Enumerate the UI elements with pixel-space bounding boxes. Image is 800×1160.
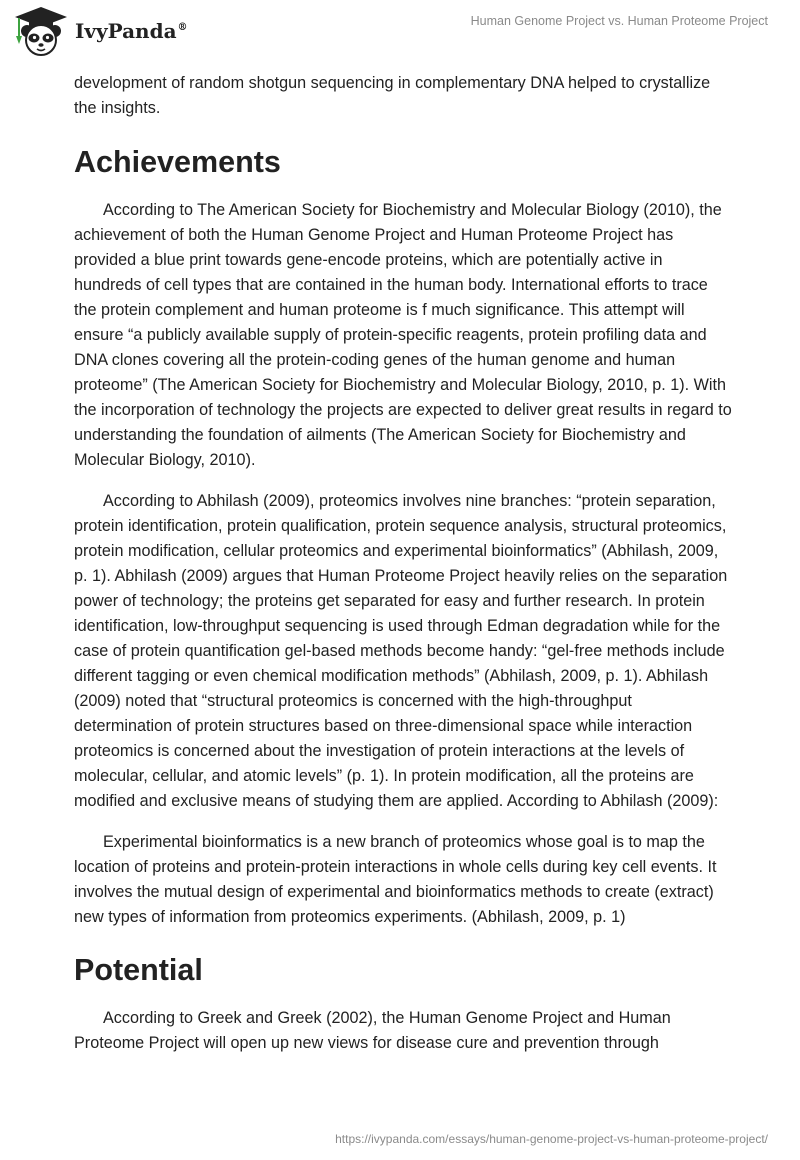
page-header xyxy=(0,0,800,64)
intro-paragraph: development of random shotgun sequencing in complementary DNA helped to crystallize the insights. xyxy=(74,74,711,117)
block-quote: Experimental bioinformatics is a new branch of proteomics whose goal is to map the location of proteins and protein-protein interactions in whole cells during key cell events. It involves the mutual design of experimental and bioinformatics methods to create (extract) new types of information from proteomics experiments. (Abhilash, 2009, p. 1) xyxy=(74,833,717,926)
panda-graduation-cap-icon xyxy=(13,5,69,57)
potential-paragraph-1: According to Greek and Greek (2002), the Human Genome Project and Human Proteome Project will open up new views for disease cure and prevention through xyxy=(74,1009,671,1052)
source-url[interactable]: https://ivypanda.com/essays/human-genome-project-vs-human-proteome-project/ xyxy=(335,1132,768,1146)
brand-logo[interactable] xyxy=(13,5,188,57)
achievements-paragraph-2: According to Abhilash (2009), proteomics involves nine branches: “protein separation, protein identification, protein qualification, protein sequence analysis, structural proteomics, protein modification, cellular proteomics and experimental bioinformatics” (Abhilash, 2009, p. 1). Abhilash (2009) argues that Human Proteome Project heavily relies on the separation power of technology; the proteins get separated for easy and further research. In protein identification, low-throughput sequencing is used through Edman degradation while for the case of protein quantification gel-based methods become handy: “gel-free methods include different tagging or even chemical modification methods” (Abhilash, 2009, p. 1). Abhilash (2009) noted that “structural proteomics is concerned with the high-throughput determination of protein structures based on three-dimensional space while interaction proteomics is concerned about the investigation of protein interactions at the levels of molecular, cellular, and atomic levels” (p. 1). In protein modification, all the proteins are modified and exclusive means of studying them are applied. According to Abhilash (2009): xyxy=(74,492,728,810)
potential-heading: Potential xyxy=(74,953,203,987)
document-title: Human Genome Project vs. Human Proteome Project xyxy=(470,14,768,28)
achievements-heading: Achievements xyxy=(74,145,281,179)
essay-content xyxy=(74,71,734,1056)
achievements-paragraph-1: According to The American Society for Biochemistry and Molecular Biology (2010), the achievement of both the Human Genome Project and Human Proteome Project has provided a blue print towards gene-encode proteins, which are potentially active in hundreds of cell types that are contained in the human body. International efforts to trace the protein complement and human proteome is f much significance. This attempt will ensure “a publicly available supply of protein-specific reagents, protein profiling data and DNA clones covering all the protein-coding genes of the human genome and human proteome” (The American Society for Biochemistry and Molecular Biology, 2010, p. 1). With the incorporation of technology the projects are expected to deliver great results in regard to understanding the foundation of ailments (The American Society for Biochemistry and Molecular Biology, 2010). xyxy=(74,201,732,469)
brand-name: IvyPanda® xyxy=(75,19,188,43)
